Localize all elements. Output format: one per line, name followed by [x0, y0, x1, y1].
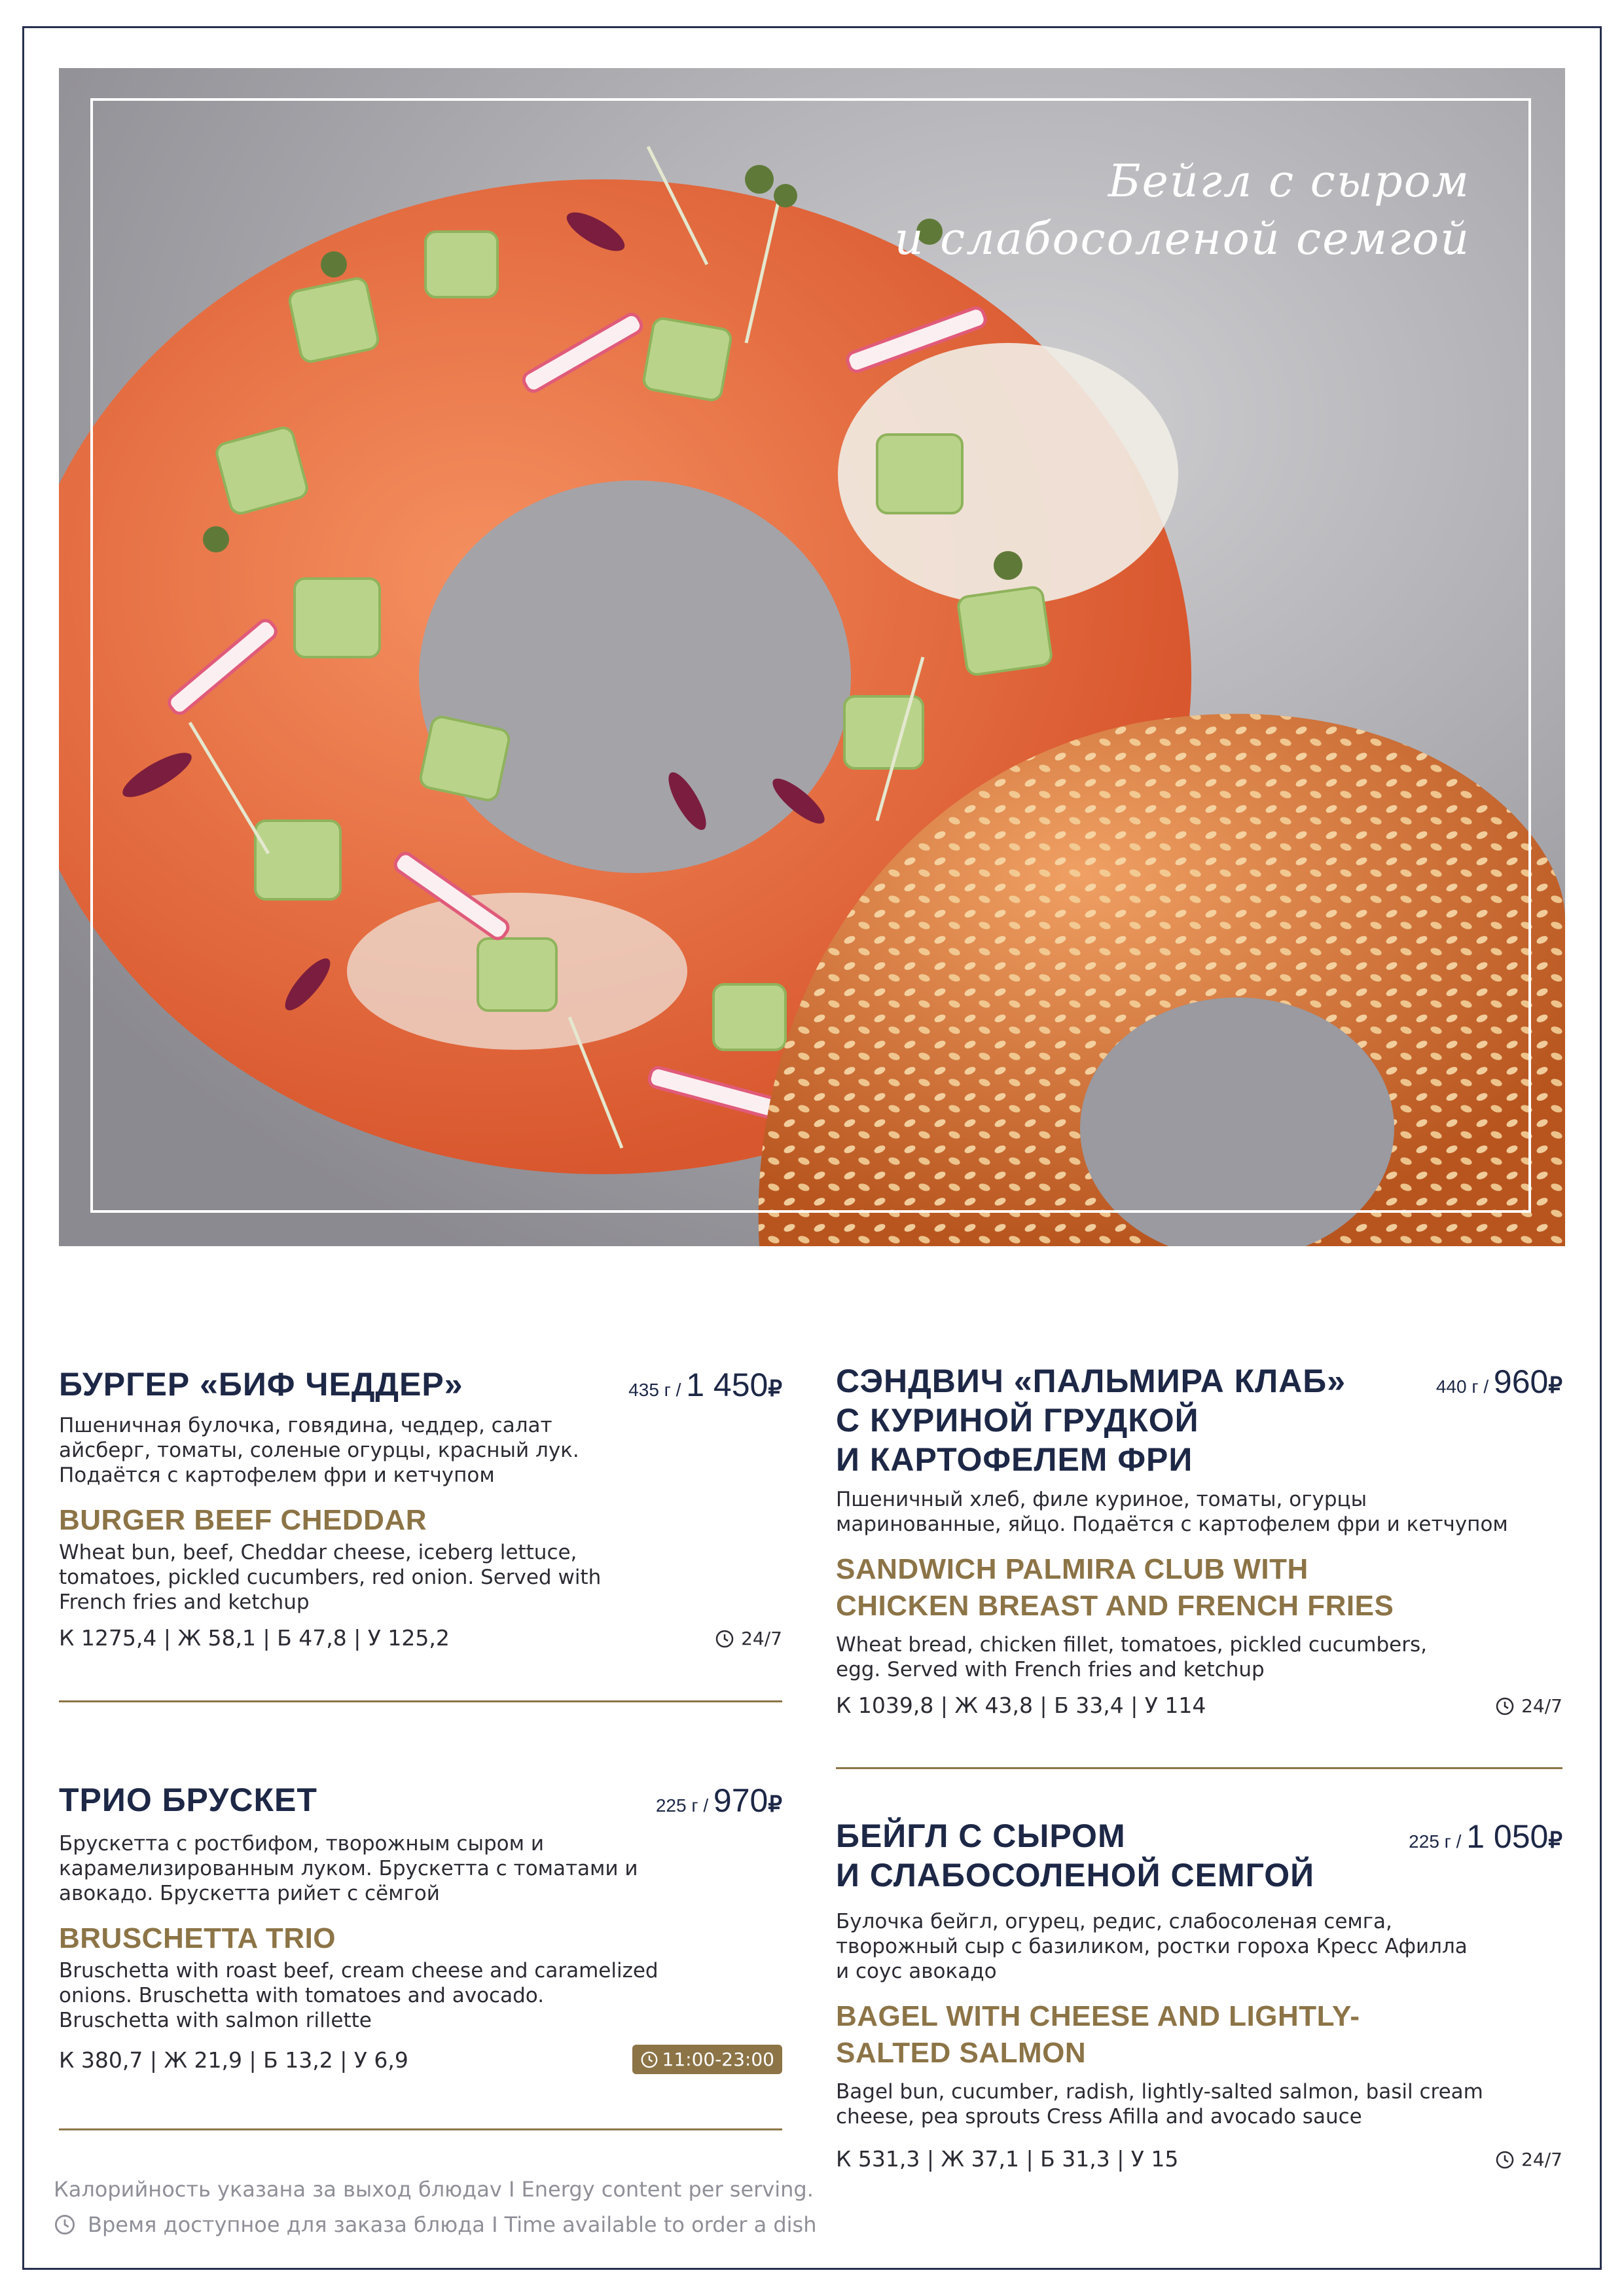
item-title: СЭНДВИЧ «ПАЛЬМИРА КЛАБ» С КУРИНОЙ ГРУДКОЙ И КАРТОФЕЛЕМ ФРИ — [836, 1363, 1346, 1478]
energy-note-text: Калорийность указана за выход блюдаv I Energy content per serving. — [54, 2177, 814, 2202]
item-divider — [59, 2128, 782, 2130]
price: 440 г / 960₽ — [1435, 1363, 1562, 1400]
availability — [1495, 2149, 1562, 2170]
availability-text: 24/7 — [1521, 1695, 1562, 1717]
item-price: 970 — [713, 1782, 768, 1819]
item-title-en: BAGEL WITH CHEESE AND LIGHTLY- SALTED SALMON — [836, 2000, 1360, 2069]
price: 225 г / 970₽ — [655, 1782, 782, 1819]
menu-item-bagel — [836, 1816, 1562, 2175]
item-title: БУРГЕР «БИФ ЧЕДДЕР» — [59, 1366, 463, 1403]
clock-icon — [54, 2214, 76, 2236]
item-divider — [59, 1700, 782, 1702]
description-ru: Булочка бейгл, огурец, редис, слабосоленая семга, творожный сыр с базиликом, ростки гороха Кресс Афилла и соус авокадо — [836, 1910, 1468, 1983]
description-en: Wheat bun, beef, Cheddar cheese, iceberg lettuce, tomatoes, pickled cucumbers, red onion. Served with French fries and ketchup — [59, 1541, 602, 1614]
clock-icon — [1495, 2150, 1515, 2170]
nutrition-values: К 380,7 | Ж 21,9 | Б 13,2 | У 6,9 — [59, 2047, 408, 2073]
item-header — [836, 1816, 1562, 1895]
nutrition-values: К 1275,4 | Ж 58,1 | Б 47,8 | У 125,2 — [59, 1625, 450, 1651]
item-header — [836, 1361, 1562, 1479]
time-note — [54, 2207, 872, 2242]
item-title-en: SANDWICH PALMIRA CLUB WITH CHICKEN BREAST AND FRENCH FRIES — [836, 1553, 1394, 1622]
item-price: 960 — [1493, 1363, 1549, 1400]
item-price: 1 450 — [686, 1367, 768, 1403]
description-en: Bruschetta with roast beef, cream cheese and caramelized onions. Bruschetta with tomatoes and avocado. Bruschetta with salmon rillette — [59, 1959, 659, 2032]
availability — [1495, 1695, 1562, 1717]
time-note-text: Время доступное для заказа блюда I Time available to order a dish — [88, 2212, 817, 2237]
menu-item-burger — [59, 1365, 782, 1654]
clock-icon — [715, 1629, 734, 1649]
item-weight: 435 г — [628, 1380, 671, 1400]
item-header — [59, 1365, 782, 1404]
currency-symbol: ₽ — [768, 1376, 782, 1401]
item-weight: 225 г — [1409, 1831, 1451, 1852]
item-header — [59, 1780, 782, 1820]
item-price: 1 050 — [1466, 1818, 1549, 1855]
hero-title-line1: Бейгл с сыром — [1108, 156, 1470, 207]
nutrition-row — [836, 1690, 1562, 1721]
nutrition-row — [59, 1623, 782, 1654]
nutrition-row — [59, 2045, 782, 2076]
availability-badge — [632, 2045, 783, 2074]
item-weight: 225 г — [655, 1795, 698, 1816]
item-title-en: BURGER BEEF CHEDDAR — [59, 1504, 427, 1536]
availability-text: 24/7 — [1521, 2149, 1562, 2170]
footer-notes — [54, 2172, 872, 2242]
clock-icon — [1495, 1696, 1515, 1716]
description-ru: Брускетта с ростбифом, творожным сыром и карамелизированным луком. Брускетта с томатами и авокадо. Брускетта рийет с сёмгой — [59, 1832, 638, 1905]
hero-title — [816, 153, 1470, 268]
nutrition-row — [836, 2144, 1562, 2175]
nutrition-values: К 1039,8 | Ж 43,8 | Б 33,4 | У 114 — [836, 1693, 1206, 1718]
item-title-en: BRUSCHETTA TRIO — [59, 1922, 336, 1954]
description-ru: Пшеничная булочка, говядина, чеддер, салат айсберг, томаты, соленые огурцы, красный лук. Подаётся с картофелем фри и кетчупом — [59, 1414, 579, 1487]
price: 225 г / 1 050₽ — [1409, 1818, 1562, 1855]
energy-note — [54, 2172, 872, 2207]
item-weight: 440 г — [1435, 1376, 1479, 1397]
item-title: БЕЙГЛ С СЫРОМ И СЛАБОСОЛЕНОЙ СЕМГОЙ — [836, 1818, 1315, 1893]
description-en: Wheat bread, chicken fillet, tomatoes, pickled cucumbers, egg. Served with French fries and ketchup — [836, 1633, 1427, 1681]
nutrition-values: К 531,3 | Ж 37,1 | Б 31,3 | У 15 — [836, 2146, 1179, 2172]
currency-symbol: ₽ — [768, 1792, 782, 1817]
clock-icon — [640, 2051, 659, 2069]
item-title: ТРИО БРУСКЕТ — [59, 1782, 317, 1818]
hero-title-line2: и слабосоленой семгой — [894, 213, 1470, 265]
currency-symbol: ₽ — [1548, 1828, 1562, 1853]
description-en: Bagel bun, cucumber, radish, lightly-salted salmon, basil cream cheese, pea sprouts Cress Afilla and avocado sauce — [836, 2080, 1483, 2128]
availability-text: 24/7 — [741, 1628, 782, 1649]
item-divider — [836, 1767, 1562, 1769]
description-ru: Пшеничный хлеб, филе куриное, томаты, огурцы маринованные, яйцо. Подаётся с картофелем фри и кетчупом — [836, 1488, 1508, 1536]
currency-symbol: ₽ — [1548, 1373, 1562, 1398]
price: 435 г / 1 450₽ — [628, 1367, 782, 1403]
availability-text: 11:00-23:00 — [662, 2049, 774, 2070]
menu-item-bruschetta — [59, 1780, 782, 2076]
hero-photo — [59, 68, 1565, 1246]
availability — [715, 1628, 782, 1649]
menu-item-sandwich — [836, 1361, 1562, 1721]
